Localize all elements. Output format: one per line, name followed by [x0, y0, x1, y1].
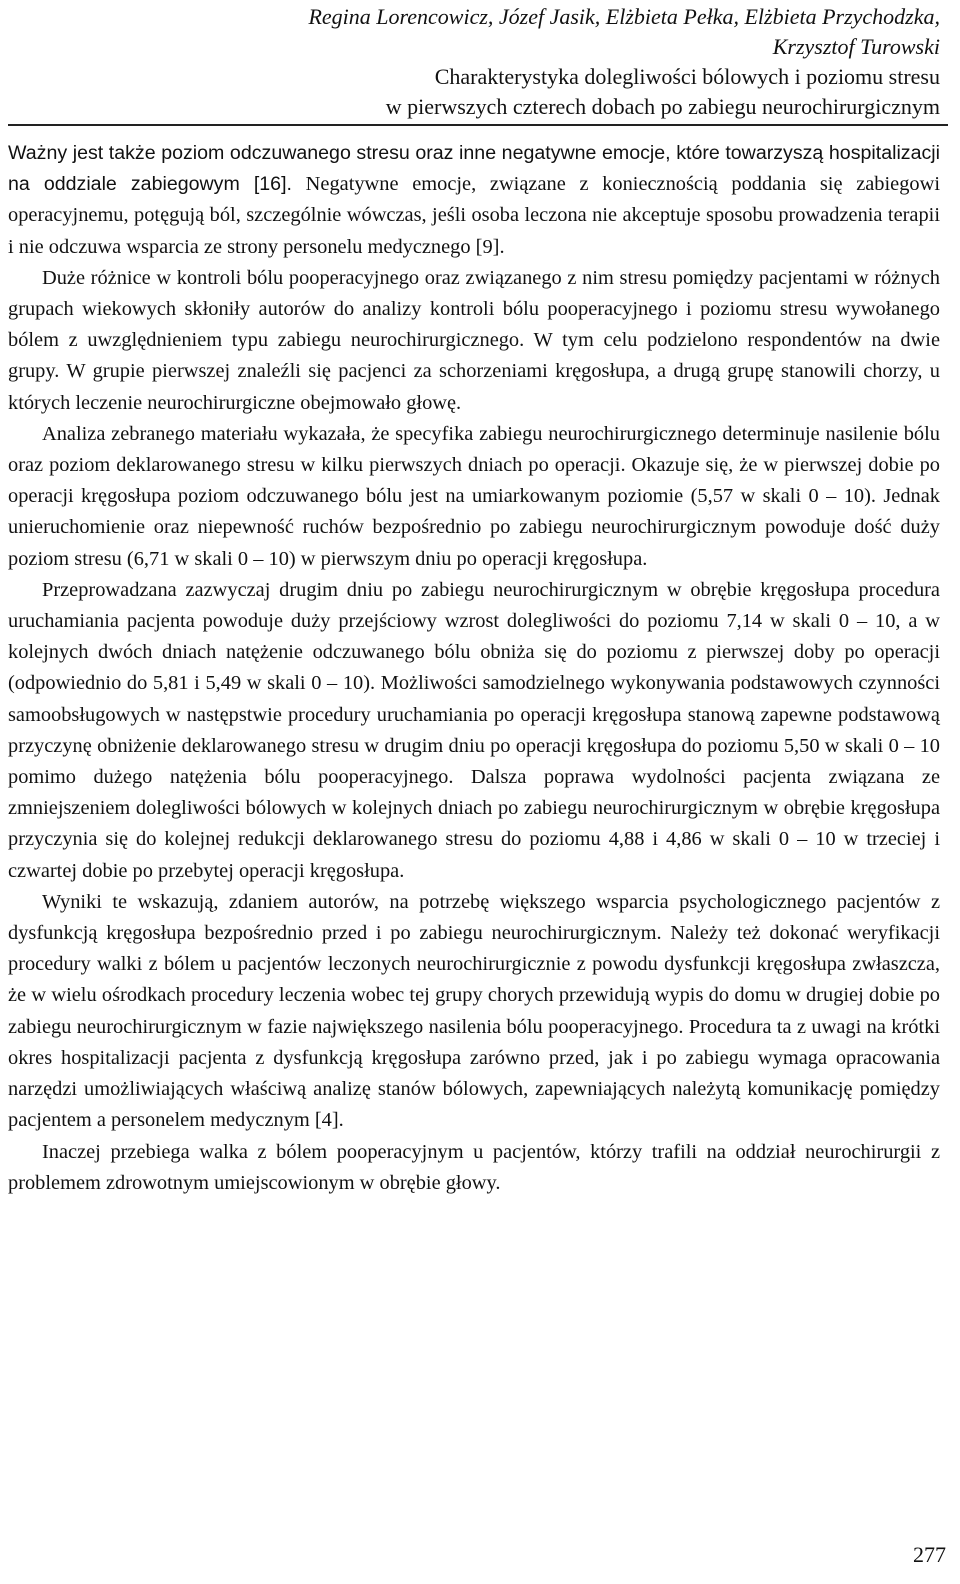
page-number: 277 [913, 1542, 946, 1567]
paragraph-1 [8, 138, 940, 263]
body-text [8, 138, 940, 1199]
paragraph-4: Przeprowadzana zazwyczaj drugim dniu po zabiegu neurochirurgicznym w obrębie kręgosłupa procedura uruchamiania pacjenta powoduje duży przejściowy wzrost dolegliwości do poziomu 7,14 w skali 0 – 10, a w kolejnych dwóch dniach natężenie odczuwanego bólu obniża się do poziomu z pierwszej doby po operacji (odpowiednio do 5,81 i 5,49 w skali 0 – 10). Możliwości samodzielnego wykonywania podstawowych czynności samoobsługowych w następstwie procedury uruchamiania po operacji kręgosłupa stanową zapewne podstawową przyczynę obniżenie deklarowanego stresu w drugim dniu po operacji kręgosłupa do poziomu 5,50 w skali 0 – 10 pomimo dużego natężenia bólu pooperacyjnego. Dalsza poprawa wydolności pacjenta związana ze zmniejszeniem dolegliwości bólowych w kolejnych dniach po zabiegu neurochirurgicznym w obrębie kręgosłupa przyczynia się do kolejnej redukcji deklarowanego stresu do poziomu 4,88 i 4,86 w skali 0 – 10 w trzeciej i czwartej dobie po przebytej operacji kręgosłupa. [8, 578, 940, 882]
authors-line-2: Krzysztof Turowski [772, 34, 940, 59]
paragraph-5: Wyniki te wskazują, zdaniem autorów, na potrzebę większego wsparcia psychologicznego pacjentów z dysfunkcją kręgosłupa bezpośrednio przed i po zabiegu neurochirurgicznym. Należy też dokonać weryfikacji procedury walki z bólem u pacjentów leczonych neurochirurgicznie z powodu dysfunkcji kręgosłupa zwłaszcza, że w wielu ośrodkach procedury leczenia wobec tej grupy chorych przewidują wypis do domu w drugiej dobie po zabiegu neurochirurgicznym w fazie największego nasilenia bólu pooperacyjnego. Procedura ta z uwagi na krótki okres hospitalizacji pacjenta z dysfunkcją kręgosłupa zarówno przed, jak i po zabiegu wymaga opracowania narzędzi umożliwiających właściwą analizę stanów bólowych, zapewniających należytą komunikację pomiędzy pacjentem a personelem medycznym [4]. [8, 890, 940, 1132]
paragraph-2: Duże różnice w kontroli bólu pooperacyjnego oraz związanego z nim stresu pomiędzy pacjentami w różnych grupach wiekowych skłoniły autorów do analizy kontroli bólu pooperacyjnego i poziomu stresu wywołanego bólem z uwzględnieniem typu zabiegu neurochirurgicznego. W tym celu podzielono respondentów na dwie grupy. W grupie pierwszej znaleźli się pacjenci za schorzeniami kręgosłupa, a drugą grupę stanowili chorzy, u których leczenie neurochirurgiczne obejmowało głowę. [8, 266, 940, 414]
paragraph-3: Analiza zebranego materiału wykazała, że specyfika zabiegu neurochirurgicznego determinuje nasilenie bólu oraz poziom deklarowanego stresu w kilku pierwszych dniach po operacji. Okazuje się, że w pierwszej dobie po operacji kręgosłupa poziom odczuwanego bólu jest na umiarkowanym poziomie (5,57 w skali 0 – 10). Jednak unieruchomienie oraz niepewność ruchów bezpośrednio po zabiegu neurochirurgicznym powoduje dość duży poziom stresu (6,71 w skali 0 – 10) w pierwszym dniu po operacji kręgosłupa. [8, 422, 940, 570]
authors-line-1: Regina Lorencowicz, Józef Jasik, Elżbieta Pełka, Elżbieta Przychodzka, [308, 4, 940, 29]
article-title-line-1: Charakterystyka dolegliwości bólowych i poziomu stresu [434, 64, 940, 89]
paragraph-1-lead: Ważny jest także poziom odczuwanego stresu oraz inne negatywne emocje, które towarzyszą hospitalizacji na oddziale zabiegowym [16]. [8, 142, 940, 196]
running-header [0, 0, 940, 122]
article-title-line-2: w pierwszych czterech dobach po zabiegu neurochirurgicznym [385, 94, 940, 119]
paragraph-6: Inaczej przebiega walka z bólem pooperacyjnym u pacjentów, którzy trafili na oddział neurochirurgii z problemem zdrowotnym umiejscowionym w obrębie głowy. [8, 1140, 940, 1194]
header-divider [8, 124, 948, 126]
paragraph-1-rest: Negatywne emocje, związane z koniecznością poddania się zabiegowi operacyjnemu, potęgują ból, szczególnie wówczas, jeśli osoba leczona nie akceptuje sposobu prowadzenia terapii i nie odczuwa wsparcia ze strony personelu medycznego [9]. [8, 173, 940, 258]
